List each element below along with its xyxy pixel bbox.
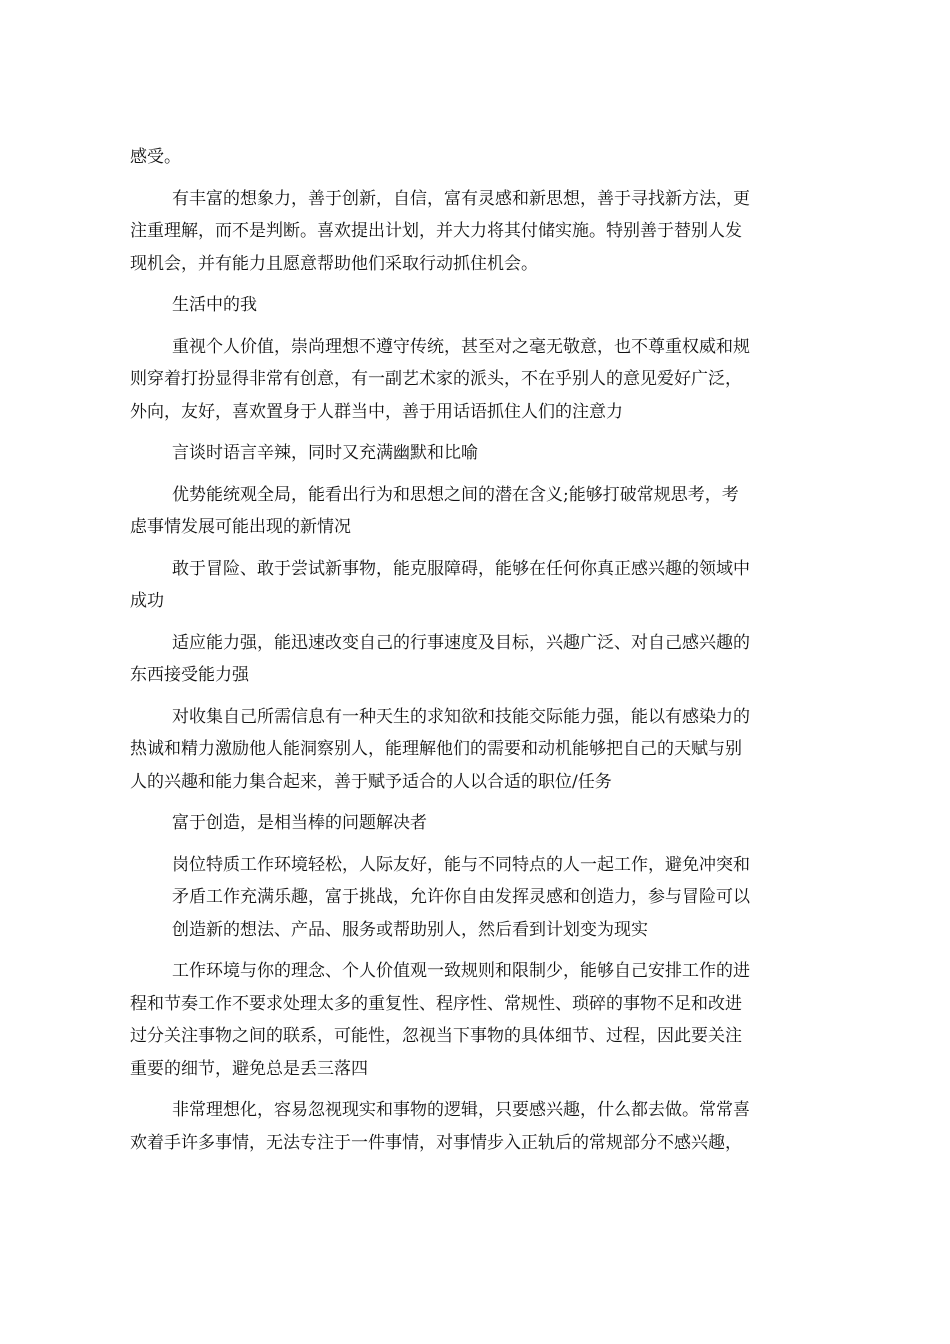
text-line: 程和节奏工作不要求处理太多的重复性、程序性、常规性、琐碎的事物不足和改进 — [130, 993, 742, 1014]
text-line: 注重理解，而不是判断。喜欢提出计划，并大力将其付储实施。特别善于替别人发 — [130, 221, 742, 241]
text-line: 感受。 — [130, 147, 181, 167]
text-line: 非常理想化，容易忽视现实和事物的逻辑，只要感兴趣，什么都去做。常常喜 — [172, 1100, 750, 1120]
document-body — [130, 141, 822, 1168]
text-line: 矛盾工作充满乐趣，富于挑战，允许你自由发挥灵感和创造力，参与冒险可以 — [172, 887, 750, 907]
text-line: 东西接受能力强 — [130, 665, 249, 685]
text-line: 外向，友好，喜欢置身于人群当中，善于用话语抓住人们的注意力 — [130, 401, 623, 422]
text-line: 工作环境与你的理念、个人价值观一致规则和限制少，能够自己安排工作的进 — [172, 961, 750, 981]
text-line: 欢着手许多事情，无法专注于一件事情，对事情步入正轨后的常规部分不感兴趣， — [130, 1132, 742, 1153]
paragraph — [130, 1094, 822, 1159]
paragraph — [130, 553, 822, 618]
paragraph — [130, 289, 822, 322]
text-line: 虑事情发展可能出现的新情况 — [130, 517, 351, 537]
text-line: 重要的细节，避免总是丢三落四 — [130, 1058, 368, 1079]
text-line: 优势能统观全局，能看出行为和思想之间的潜在含义;能够打破常规思考，考 — [172, 484, 739, 505]
text-line: 适应能力强，能迅速改变自己的行事速度及目标，兴趣广泛、对自己感兴趣的 — [172, 632, 750, 653]
text-line: 则穿着打扮显得非常有创意，有一副艺术家的派头，不在乎别人的意见爱好广泛， — [130, 369, 742, 389]
text-line: 敢于冒险、敢于尝试新事物，能克服障碍，能够在任何你真正感兴趣的领域中 — [172, 558, 750, 579]
text-line: 成功 — [130, 591, 164, 611]
paragraph — [130, 141, 822, 174]
text-line: 人的兴趣和能力集合起来，善于赋予适合的人以合适的职位/任务 — [130, 771, 612, 792]
text-line: 重视个人价值，崇尚理想不遵守传统，甚至对之毫无敬意，也不尊重权威和规 — [172, 336, 750, 357]
paragraph — [130, 479, 822, 544]
paragraph — [130, 701, 822, 799]
text-line: 对收集自己所需信息有一种天生的求知欲和技能交际能力强，能以有感染力的 — [172, 706, 750, 727]
paragraph — [130, 627, 822, 692]
paragraph — [130, 331, 822, 429]
paragraph — [130, 807, 822, 840]
text-line: 现机会，并有能力且愿意帮助他们采取行动抓住机会。 — [130, 253, 538, 274]
paragraph — [130, 183, 822, 281]
text-line: 过分关注事物之间的联系，可能性，忽视当下事物的具体细节、过程，因此要关注 — [130, 1026, 742, 1046]
text-line: 富于创造，是相当棒的问题解决者 — [172, 813, 427, 833]
text-line: 创造新的想法、产品、服务或帮助别人，然后看到计划变为现实 — [172, 919, 648, 940]
paragraph — [130, 955, 822, 1085]
text-line: 岗位特质工作环境轻松，人际友好，能与不同特点的人一起工作，避免冲突和 — [172, 854, 750, 875]
text-line: 有丰富的想象力，善于创新，自信，富有灵感和新思想，善于寻找新方法，更 — [172, 188, 750, 209]
text-line: 生活中的我 — [172, 295, 257, 315]
text-line: 言谈时语言辛辣，同时又充满幽默和比喻 — [172, 443, 478, 463]
paragraph — [130, 437, 822, 470]
text-line: 热诚和精力激励他人能洞察别人，能理解他们的需要和动机能够把自己的天赋与别 — [130, 739, 742, 759]
paragraph — [130, 849, 822, 947]
